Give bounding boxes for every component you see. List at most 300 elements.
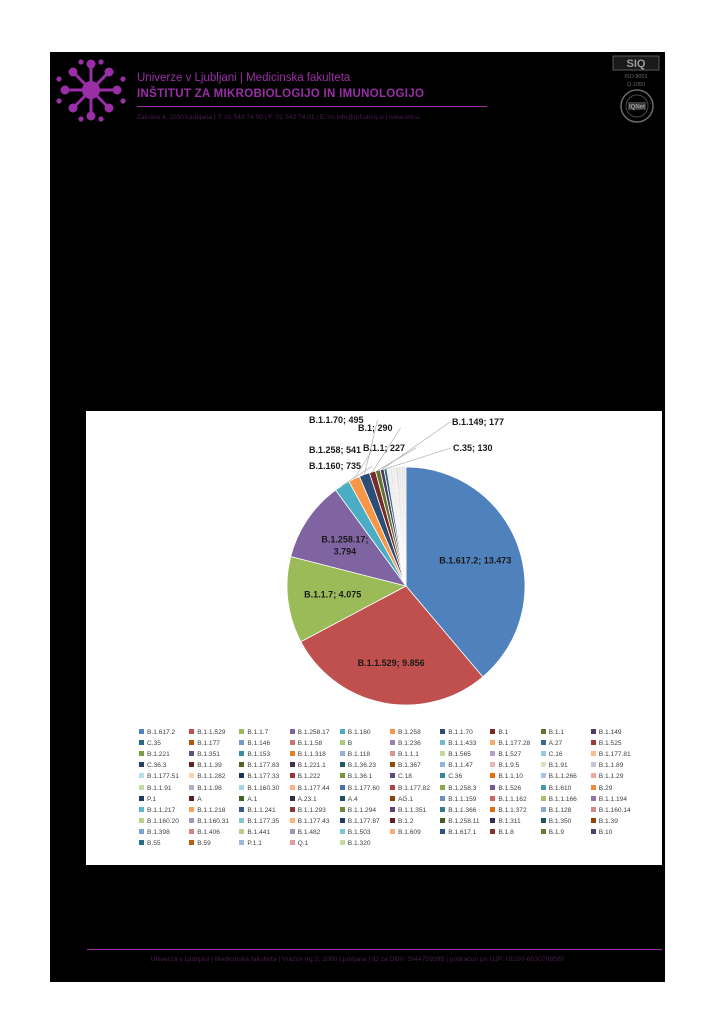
legend-label: B.1.350 <box>548 817 572 825</box>
legend-label: B.1.160.31 <box>197 817 230 825</box>
legend-item <box>490 762 519 769</box>
legend-label: B.1.1.293 <box>297 806 326 814</box>
legend-item <box>440 796 476 803</box>
legend-label: B.1.1.241 <box>247 806 276 814</box>
legend-label: B.1.39 <box>598 817 618 825</box>
legend-label: B.1.153 <box>247 751 271 759</box>
legend-item <box>591 829 613 836</box>
legend-swatch <box>189 818 194 823</box>
data-label-B.1.1: B.1.1; 227 <box>363 443 406 453</box>
legend-label: B.1.177.51 <box>147 773 179 781</box>
legend-label: B.1.1.372 <box>498 806 527 814</box>
legend-swatch <box>490 751 495 756</box>
legend-swatch <box>591 829 596 834</box>
legend-swatch <box>139 729 144 734</box>
cert-brand: SIQ <box>626 58 646 70</box>
legend-item <box>290 729 330 736</box>
legend-label: B.1.1.282 <box>197 773 226 781</box>
legend-swatch <box>541 785 546 790</box>
legend-item <box>591 762 624 769</box>
legend-item <box>390 740 421 747</box>
legend-swatch <box>239 818 244 823</box>
legend-label: B.1.1.29 <box>598 773 624 781</box>
legend-label: B.1.160 <box>347 729 371 736</box>
legend-swatch <box>340 729 345 734</box>
legend-item <box>189 740 220 747</box>
legend-item <box>340 829 371 836</box>
data-label-B.1.160: B.1.160; 735 <box>309 461 362 471</box>
legend-label: B.1.91 <box>548 762 568 770</box>
legend-item <box>390 829 421 836</box>
legend-item <box>390 785 430 792</box>
legend-swatch <box>340 762 345 767</box>
data-label-C.35: C.35; 130 <box>453 443 493 453</box>
pie-chart <box>86 411 662 729</box>
legend-swatch <box>189 740 194 745</box>
legend-item <box>139 740 161 747</box>
legend-label: B.1.236 <box>398 740 421 748</box>
legend-item <box>189 785 222 792</box>
legend-swatch <box>189 729 194 734</box>
cert-standard: ISO 9001 <box>624 74 648 80</box>
legend-label: B.1.221.1 <box>297 762 326 770</box>
legend-item <box>189 818 229 825</box>
legend-swatch <box>591 807 596 812</box>
legend-swatch <box>591 785 596 790</box>
legend-swatch <box>440 829 445 834</box>
legend-item <box>139 840 161 847</box>
legend-item <box>591 796 627 803</box>
data-label-B.1.1.529: B.1.1.529; 9.856 <box>357 658 425 669</box>
legend-swatch <box>340 785 345 790</box>
legend-item <box>290 785 330 792</box>
legend-swatch <box>189 829 194 834</box>
legend-label: B.1.1.10 <box>498 773 523 781</box>
legend-item <box>290 751 326 758</box>
legend-label: B.10 <box>598 828 613 836</box>
legend-item <box>591 807 631 814</box>
legend-label: B.1.1 <box>548 729 564 736</box>
legend-label: P.1 <box>147 795 157 803</box>
legend-swatch <box>440 818 445 823</box>
legend-swatch <box>541 740 546 745</box>
legend-item <box>139 829 170 836</box>
legend-label: B.1.617.1 <box>448 828 477 836</box>
legend-item <box>591 773 624 780</box>
legend-swatch <box>490 762 495 767</box>
legend-label: P.1.1 <box>247 840 262 847</box>
legend-label: B.1.1.162 <box>498 795 527 803</box>
legend-label: B.1.36.23 <box>347 762 377 770</box>
legend-label: B.1.258.11 <box>448 817 480 825</box>
legend-item <box>541 740 563 747</box>
legend-swatch <box>290 785 295 790</box>
legend-label: B.1.118 <box>347 751 371 759</box>
legend-swatch <box>239 751 244 756</box>
legend-item <box>490 729 508 736</box>
legend-item <box>340 818 380 825</box>
legend-item <box>189 840 211 847</box>
legend-item <box>340 773 373 780</box>
legend-item <box>390 751 419 758</box>
legend-label: B.1.610 <box>548 784 572 792</box>
legend-label: B.1.526 <box>498 784 522 792</box>
legend-label: B.1.258.3 <box>448 784 477 792</box>
legend-label: B.1.1.47 <box>448 762 473 770</box>
legend-item <box>440 773 462 780</box>
legend-label: B.1.9.5 <box>498 762 520 770</box>
legend-label: C.16 <box>548 751 563 759</box>
siq-certification-icon <box>612 55 660 91</box>
legend-label: B.1.406 <box>197 828 220 836</box>
legend-label: Q.1 <box>297 840 309 847</box>
legend-item <box>239 762 279 769</box>
legend-item <box>239 829 270 836</box>
legend-label: B.1.9 <box>548 828 564 836</box>
legend-swatch <box>239 785 244 790</box>
legend-label: B.1.177.43 <box>297 817 330 825</box>
legend-swatch <box>239 840 244 845</box>
legend-item <box>591 751 631 758</box>
legend-swatch <box>189 840 194 845</box>
legend-swatch <box>440 807 445 812</box>
legend-item <box>541 762 568 769</box>
legend-swatch <box>490 796 495 801</box>
legend-swatch <box>591 729 596 734</box>
legend-label: B.1.1.266 <box>548 773 577 781</box>
legend-item <box>490 829 513 836</box>
legend-label: A.23.1 <box>297 795 317 803</box>
legend-swatch <box>290 807 295 812</box>
institution-line-1: Univerze v Ljubljani | Medicinska fakulteta <box>137 72 351 84</box>
legend-label: AG.1 <box>398 795 414 803</box>
legend-item <box>139 796 156 803</box>
legend-label: B.1.177.87 <box>347 817 380 825</box>
legend-label: B.1 <box>498 729 509 736</box>
legend-label: B.1.222 <box>297 773 321 781</box>
legend-label: B.1.1.89 <box>598 762 624 770</box>
legend-item <box>189 773 225 780</box>
legend-item <box>440 751 471 758</box>
legend-item <box>440 785 476 792</box>
legend-swatch <box>490 773 495 778</box>
legend-item <box>189 762 222 769</box>
legend-swatch <box>139 796 144 801</box>
legend-swatch <box>390 829 395 834</box>
legend-label: B.1.146 <box>247 740 271 748</box>
legend-item <box>340 740 352 747</box>
legend-swatch <box>139 807 144 812</box>
legend-swatch <box>290 796 295 801</box>
legend-item <box>189 807 225 814</box>
legend-item <box>490 785 521 792</box>
legend-swatch <box>340 740 345 745</box>
legend-label: B.1.565 <box>448 751 471 759</box>
legend-item <box>541 751 563 758</box>
legend-label: B.1.221 <box>147 751 170 759</box>
legend-label: B.1.177.44 <box>297 784 330 792</box>
legend-item <box>239 785 279 792</box>
iqnet-seal-icon <box>619 88 655 124</box>
legend-swatch <box>440 740 445 745</box>
legend-item <box>290 796 317 803</box>
legend-item <box>239 773 279 780</box>
legend-item <box>340 762 376 769</box>
legend-item <box>390 773 412 780</box>
legend-swatch <box>290 740 295 745</box>
legend-label: B.1.1.318 <box>297 751 326 759</box>
legend-swatch <box>591 796 596 801</box>
legend-item <box>440 729 473 736</box>
legend-item <box>139 729 175 736</box>
legend-item <box>490 807 526 814</box>
legend-item <box>139 807 175 814</box>
legend-item <box>440 829 476 836</box>
legend-label: B.1.177.28 <box>498 740 531 748</box>
legend-item <box>290 762 326 769</box>
legend-label: C.36 <box>448 773 463 781</box>
legend-swatch <box>139 840 144 845</box>
legend-item <box>290 840 309 847</box>
legend-label: B.1.177.81 <box>598 751 631 759</box>
legend-item <box>340 785 380 792</box>
legend-item <box>490 796 526 803</box>
legend-item <box>340 751 370 758</box>
legend-swatch <box>591 818 596 823</box>
legend-item <box>390 796 413 803</box>
legend-swatch <box>239 773 244 778</box>
legend-label: B.1.177.60 <box>347 784 380 792</box>
legend-swatch <box>340 807 345 812</box>
legend-swatch <box>239 796 244 801</box>
legend-swatch <box>390 762 395 767</box>
legend-item <box>189 729 225 736</box>
legend-swatch <box>390 818 395 823</box>
legend-item <box>440 818 479 825</box>
legend-item <box>189 751 220 758</box>
legend-swatch <box>591 740 596 745</box>
legend-item <box>541 829 564 836</box>
legend-item <box>541 729 564 736</box>
legend-label: C.36.3 <box>147 762 167 770</box>
legend-item <box>239 840 262 847</box>
legend-label: B.55 <box>147 840 161 847</box>
legend-item <box>490 773 523 780</box>
cert-number: Q-1050 <box>626 82 646 88</box>
legend-item <box>390 807 426 814</box>
legend-item <box>541 818 572 825</box>
legend-swatch <box>290 840 295 845</box>
legend-item <box>290 829 321 836</box>
legend-item <box>239 729 268 736</box>
legend-label: B.1.1.91 <box>147 784 172 792</box>
legend-item <box>490 818 520 825</box>
legend-item <box>290 807 326 814</box>
legend-label: B.1.525 <box>598 740 622 748</box>
legend-swatch <box>390 740 395 745</box>
legend-item <box>139 762 166 769</box>
legend-item <box>490 751 521 758</box>
legend-label: B.1.1.218 <box>197 806 226 814</box>
legend-label: B.1.398 <box>147 828 170 836</box>
legend-label: B.1.1.351 <box>398 806 427 814</box>
legend-swatch <box>340 818 345 823</box>
legend-item <box>541 796 577 803</box>
legend-label: B.1.177 <box>197 740 220 748</box>
legend-swatch <box>591 751 596 756</box>
legend-item <box>490 740 530 747</box>
legend-item <box>239 740 270 747</box>
legend-label: B.1.177.35 <box>247 817 280 825</box>
institution-line-2: INŠTITUT ZA MIKROBIOLOGIJO IN IMUNOLOGIJO <box>137 88 425 100</box>
legend-label: B.1.258 <box>398 729 421 736</box>
legend-swatch <box>440 773 445 778</box>
legend-label: B.1.609 <box>398 828 421 836</box>
legend-swatch <box>139 740 144 745</box>
legend-swatch <box>390 729 395 734</box>
legend-swatch <box>440 785 445 790</box>
legend-item <box>390 729 421 736</box>
legend-swatch <box>340 840 345 845</box>
legend-label: A.27 <box>548 740 563 748</box>
legend-swatch <box>390 796 395 801</box>
legend-item <box>139 773 179 780</box>
legend-label: B.1.527 <box>498 751 522 759</box>
legend-swatch <box>340 773 345 778</box>
legend-swatch <box>290 818 295 823</box>
legend-swatch <box>239 829 244 834</box>
header-divider <box>137 106 487 107</box>
legend-item <box>139 785 172 792</box>
legend-label: C.35 <box>147 740 161 748</box>
legend-item <box>390 762 421 769</box>
legend-label: B.1.1.366 <box>448 806 477 814</box>
legend-item <box>139 751 170 758</box>
legend-label: B.1.1.294 <box>347 806 377 814</box>
legend-item <box>440 807 476 814</box>
legend-swatch <box>440 796 445 801</box>
legend-label: B.1.1.529 <box>197 729 226 736</box>
legend-swatch <box>290 762 295 767</box>
legend-swatch <box>139 818 144 823</box>
legend-swatch <box>390 785 395 790</box>
legend-swatch <box>591 773 596 778</box>
legend-item <box>591 740 622 747</box>
legend-label: B.1.160.14 <box>598 806 631 814</box>
legend-label: B.1.617.2 <box>147 729 176 736</box>
legend-swatch <box>189 751 194 756</box>
data-label-B.1.617.2: B.1.617.2; 13.473 <box>439 555 512 566</box>
footer-divider <box>87 949 662 950</box>
legend-label: A.1 <box>247 795 258 803</box>
legend-label: B.1.1.194 <box>598 795 628 803</box>
legend-label: B.59 <box>197 840 211 847</box>
legend-swatch <box>490 740 495 745</box>
legend-swatch <box>139 762 144 767</box>
legend-item <box>139 818 179 825</box>
legend-swatch <box>290 751 295 756</box>
legend-label: B.1.8 <box>498 828 514 836</box>
legend-swatch <box>340 829 345 834</box>
legend-label: B.1.1.166 <box>548 795 577 803</box>
legend-swatch <box>541 751 546 756</box>
legend-item <box>440 740 476 747</box>
legend-swatch <box>239 807 244 812</box>
data-label-B.1.258: B.1.258; 541 <box>309 445 362 455</box>
legend-label: B.1.177.83 <box>247 762 280 770</box>
legend-swatch <box>290 829 295 834</box>
legend-swatch <box>139 829 144 834</box>
legend-swatch <box>239 762 244 767</box>
legend-item <box>290 818 330 825</box>
legend-swatch <box>239 729 244 734</box>
data-label-B.1.258.17: B.1.258.17; 3.794 <box>321 534 369 557</box>
contact-line: Zaloška 4, 1000 Ljubljana | T: 01 543 74 00 | F: 01 543 74 01 | E: im.info@mf.uni-lj.si | www.imi.si <box>137 114 420 121</box>
legend-label: C.18 <box>398 773 412 781</box>
legend-item <box>541 807 572 814</box>
legend-swatch <box>239 740 244 745</box>
legend-swatch <box>440 751 445 756</box>
legend-swatch <box>189 785 194 790</box>
legend-label: B.1.177.82 <box>398 784 430 792</box>
legend-swatch <box>490 785 495 790</box>
data-label-B.1.1.70: B.1.1.70; 495 <box>309 415 364 425</box>
legend-label: B.1.503 <box>347 828 371 836</box>
legend-label: B <box>347 740 353 748</box>
legend-swatch <box>440 729 445 734</box>
legend-swatch <box>390 751 395 756</box>
legend-item <box>591 785 613 792</box>
cert-seal-text: IQNet <box>628 104 646 111</box>
legend-label: B.1.160.20 <box>147 817 179 825</box>
legend-label: B.1.1.98 <box>197 784 222 792</box>
legend-swatch <box>290 729 295 734</box>
legend-label: B.1.1.1 <box>398 751 419 759</box>
legend-swatch <box>541 807 546 812</box>
legend-swatch <box>541 796 546 801</box>
legend-item <box>189 829 220 836</box>
legend-swatch <box>139 785 144 790</box>
legend-swatch <box>541 729 546 734</box>
legend-item <box>591 729 622 736</box>
legend-item <box>290 773 321 780</box>
data-label-B.1.149: B.1.149; 177 <box>452 417 505 427</box>
legend-label: B.1.441 <box>247 828 271 836</box>
legend-swatch <box>541 818 546 823</box>
legend-label: B.1.36.1 <box>347 773 373 781</box>
pie-chart-panel <box>86 411 662 865</box>
legend-label: B.1.482 <box>297 828 321 836</box>
legend-swatch <box>591 762 596 767</box>
data-label-B.1: B.1; 290 <box>358 423 393 433</box>
legend-label: A.4 <box>347 795 358 803</box>
legend-label: B.1.311 <box>498 817 521 825</box>
legend-swatch <box>390 807 395 812</box>
legend-item <box>340 796 358 803</box>
legend-swatch <box>139 773 144 778</box>
footer-text: Univerza v Ljubljani | Medicinska fakulteta | Vrazov trg 2, 1000 Ljubljana | ID za DDV: SI44759395 | podračun pri UJP: 01100-6030708580 <box>150 956 565 963</box>
legend-item <box>541 785 572 792</box>
legend-swatch <box>340 751 345 756</box>
legend-label: B.1.2 <box>398 817 414 825</box>
legend-item <box>340 840 371 847</box>
legend-item <box>541 773 577 780</box>
legend-swatch <box>490 829 495 834</box>
legend-swatch <box>189 807 194 812</box>
legend-swatch <box>189 773 194 778</box>
legend-swatch <box>541 762 546 767</box>
legend-item <box>189 796 201 803</box>
